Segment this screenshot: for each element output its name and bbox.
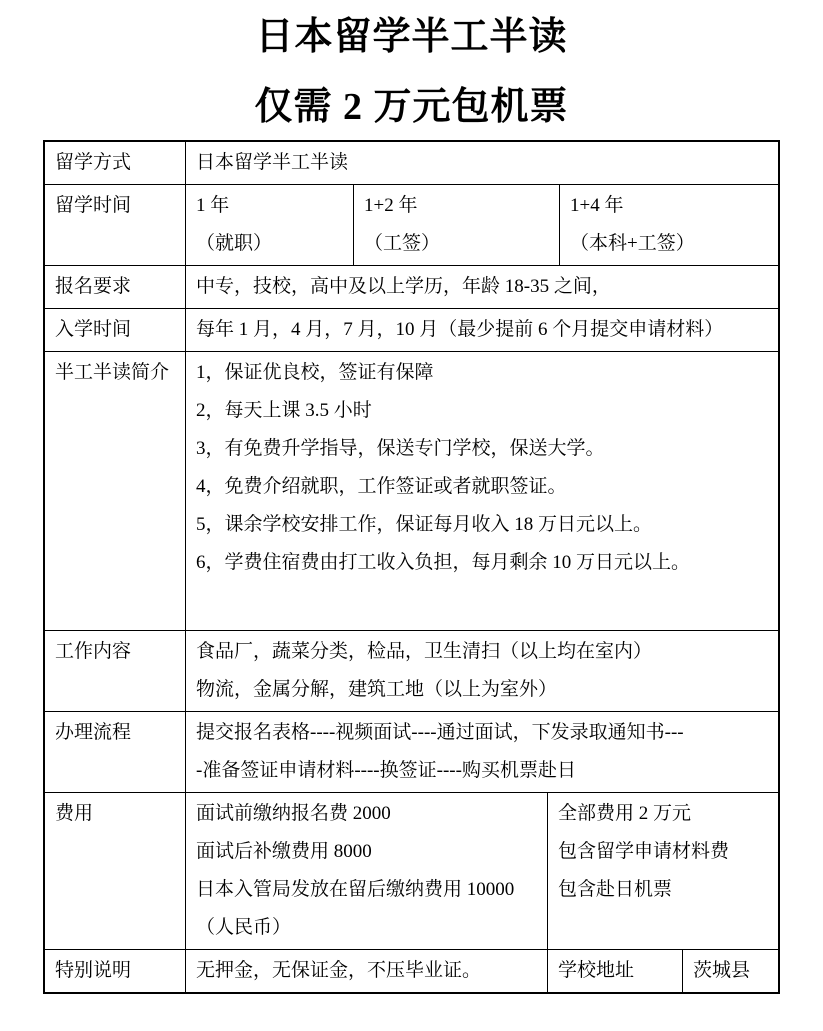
row-intro — [45, 351, 778, 630]
fees-line: 面试后补缴费用 8000 — [196, 841, 372, 862]
row-requirements — [45, 265, 778, 308]
duration-note: （就职） — [196, 233, 273, 254]
row-special-note — [45, 949, 778, 992]
requirements-value: 中专，技校，高中及以上学历，年龄 18-35 之间， — [185, 266, 778, 308]
process-line: -准备签证申请材料----换签证----购买机票赴日 — [196, 760, 576, 781]
school-address-value: 茨城县 — [682, 950, 778, 992]
school-address-label: 学校地址 — [547, 950, 682, 992]
page-subtitle: 仅需 2 万元包机票 — [254, 86, 569, 128]
duration-option-3 — [559, 185, 778, 265]
duration-note: （工签） — [364, 233, 441, 254]
row-enrollment-time — [45, 308, 778, 351]
work-content-value — [185, 631, 778, 711]
fees-summary-line: 包含留学申请材料费 — [558, 841, 730, 862]
intro-item: 6，学费住宿费由打工收入负担，每月剩余 10 万日元以上。 — [196, 552, 691, 573]
study-mode-value: 日本留学半工半读 — [185, 142, 778, 184]
intro-item: 1，保证优良校，签证有保障 — [196, 362, 434, 383]
intro-item: 4，免费介绍就职，工作签证或者就职签证。 — [196, 476, 567, 497]
page-title: 日本留学半工半读 — [255, 16, 568, 58]
work-content-label: 工作内容 — [55, 641, 132, 662]
duration-years: 1+2 年 — [364, 195, 418, 216]
enrollment-time-label: 入学时间 — [55, 319, 132, 340]
requirements-label: 报名要求 — [55, 276, 132, 297]
process-label: 办理流程 — [55, 722, 132, 743]
duration-years: 1+4 年 — [570, 195, 624, 216]
intro-item: 5，课余学校安排工作，保证每月收入 18 万日元以上。 — [196, 514, 653, 535]
duration-label: 留学时间 — [55, 195, 132, 216]
intro-item: 2，每天上课 3.5 小时 — [196, 400, 372, 421]
fees-summary-line: 全部费用 2 万元 — [558, 803, 692, 824]
duration-option-2 — [353, 185, 559, 265]
work-content-line: 食品厂，蔬菜分类，检品，卫生清扫（以上均在室内） — [196, 641, 653, 662]
fees-line: （人民币） — [196, 917, 292, 938]
row-duration — [45, 184, 778, 265]
fees-line: 日本入管局发放在留后缴纳费用 10000 — [196, 879, 515, 900]
row-study-mode — [45, 142, 778, 184]
work-content-line: 物流，金属分解，建筑工地（以上为室外） — [196, 679, 558, 700]
info-table — [43, 140, 780, 994]
duration-years: 1 年 — [196, 195, 230, 216]
intro-label: 半工半读简介 — [55, 362, 170, 383]
fees-line: 面试前缴纳报名费 2000 — [196, 803, 391, 824]
intro-item: 3，有免费升学指导，保送专门学校，保送大学。 — [196, 438, 605, 459]
duration-option-1 — [185, 185, 353, 265]
process-line: 提交报名表格----视频面试----通过面试，下发录取通知书--- — [196, 722, 684, 743]
enrollment-time-value: 每年 1 月，4 月，7 月，10 月（最少提前 6 个月提交申请材料） — [185, 309, 778, 351]
fees-detail — [185, 793, 547, 949]
row-fees — [45, 792, 778, 949]
row-work-content — [45, 630, 778, 711]
process-value — [185, 712, 778, 792]
duration-note: （本科+工签） — [570, 233, 695, 254]
special-note-label: 特别说明 — [55, 960, 132, 981]
special-note-value: 无押金，无保证金，不压毕业证。 — [185, 950, 547, 992]
fees-label: 费用 — [55, 803, 94, 824]
study-mode-label: 留学方式 — [55, 152, 132, 173]
fees-summary-line: 包含赴日机票 — [558, 879, 673, 900]
fees-summary — [547, 793, 778, 949]
row-process — [45, 711, 778, 792]
intro-list — [185, 352, 778, 630]
